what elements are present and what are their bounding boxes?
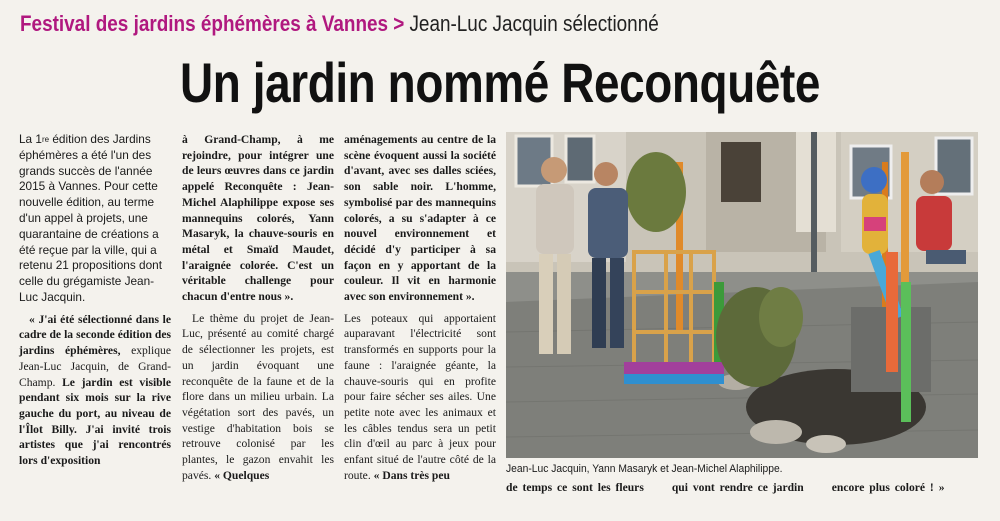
intro-paragraph <box>19 132 171 306</box>
column-2 <box>182 132 334 483</box>
quote-plain: explique Jean-Luc Jacquin, de Grand-Champ. <box>19 344 171 389</box>
column3-paragraph-1: aménagements au centre de la scène évoquent aussi la société d'avant, avec ses dalles sciées, son sable noir. L'homme, symbolisé par des mannequins colorés, a su s'adapter à ce nouvel environnement et décidé d'y participer à sa façon en y apportant de la couleur. Il vit en harmonie avec son environnement ». <box>344 133 496 304</box>
quote-bold-1: « J'ai été sélectionné dans le cadre de la seconde édition des jardins éphémères, <box>19 312 171 358</box>
kicker-separator: > <box>393 11 405 36</box>
kicker-subtitle: Jean-Luc Jacquin sélectionné <box>409 11 659 36</box>
tail-part-3: encore plus coloré ! » <box>831 481 945 494</box>
quote-paragraph <box>19 312 171 469</box>
headline: Un jardin nommé Reconquête <box>180 51 820 114</box>
article-photo <box>506 132 978 458</box>
intro-text-rest: édition des Jardins éphémères a été l'un des grands succès de l'année 2015 à Vannes. Pour cette nouvelle édition, au terme d'un appel à projets, une quarantaine de créations a été reçue par la ville, qui a retenu 21 propositions dont celle du grégamiste Jean-Luc Jacquin. <box>19 132 162 304</box>
article-kicker <box>20 10 846 38</box>
column2-text: Le thème du projet de Jean-Luc, présenté au comité chargé de sélectionner les projets, est un jardin évoquant une reconquête de la faune et de la flore dans un milieu urbain. La végétation sort des pavés, un vestige d'habitation bois se retrouve colonisé par les plantes, le gazon envahit les pavés. <box>182 311 334 482</box>
tail-part-2: qui vont rendre ce jardin <box>671 481 804 494</box>
section-title: Festival des jardins éphémères à Vannes <box>20 11 389 36</box>
column2-paragraph-1: à Grand-Champ, à me rejoindre, pour intégrer une de leurs œuvres dans ce jardin appelé Reconquête : Jean-Michel Alaphilippe expose ses mannequins colorés, Yann Masaryk, la chauve-souris en métal et Smaïd Maudet, l'araignée colorée. C'est un véritable challenge pour chacun d'entre nous ». <box>182 133 334 304</box>
column3-text: Les poteaux qui apportaient auparavant l'électricité sont transformés en supports pour la faune : l'araignée géante, la chauve-souris qui en profite pour faire sécher ses ailes. Une petite note avec les animaux et les câbles tendus sera un petit clin d'œil au parc à jeux pour enfant situé de l'autre côté de la route. <box>344 311 496 482</box>
intro-superscript: re <box>41 135 50 144</box>
tail-part-1: de temps ce sont les fleurs <box>506 481 644 494</box>
column-1 <box>19 132 171 469</box>
garden-photo-illustration <box>506 132 978 458</box>
column3-paragraph-2 <box>344 311 496 484</box>
column2-paragraph-2 <box>182 311 334 484</box>
column-3 <box>344 132 496 483</box>
column3-bold-end: « Dans très peu <box>370 468 450 482</box>
column2-bold-end: « Quelques <box>211 468 270 482</box>
intro-text-start: La 1 <box>19 132 42 146</box>
article-tail <box>506 480 978 495</box>
quote-bold-2: Le jardin est visible pendant six mois sur la rive gauche du port, au niveau de l'Îlot Billy. J'ai invité trois artistes que j'ai rencontrés lors d'exposition <box>19 375 171 468</box>
photo-caption: Jean-Luc Jacquin, Yann Masaryk et Jean-Michel Alaphilippe. <box>506 463 783 475</box>
